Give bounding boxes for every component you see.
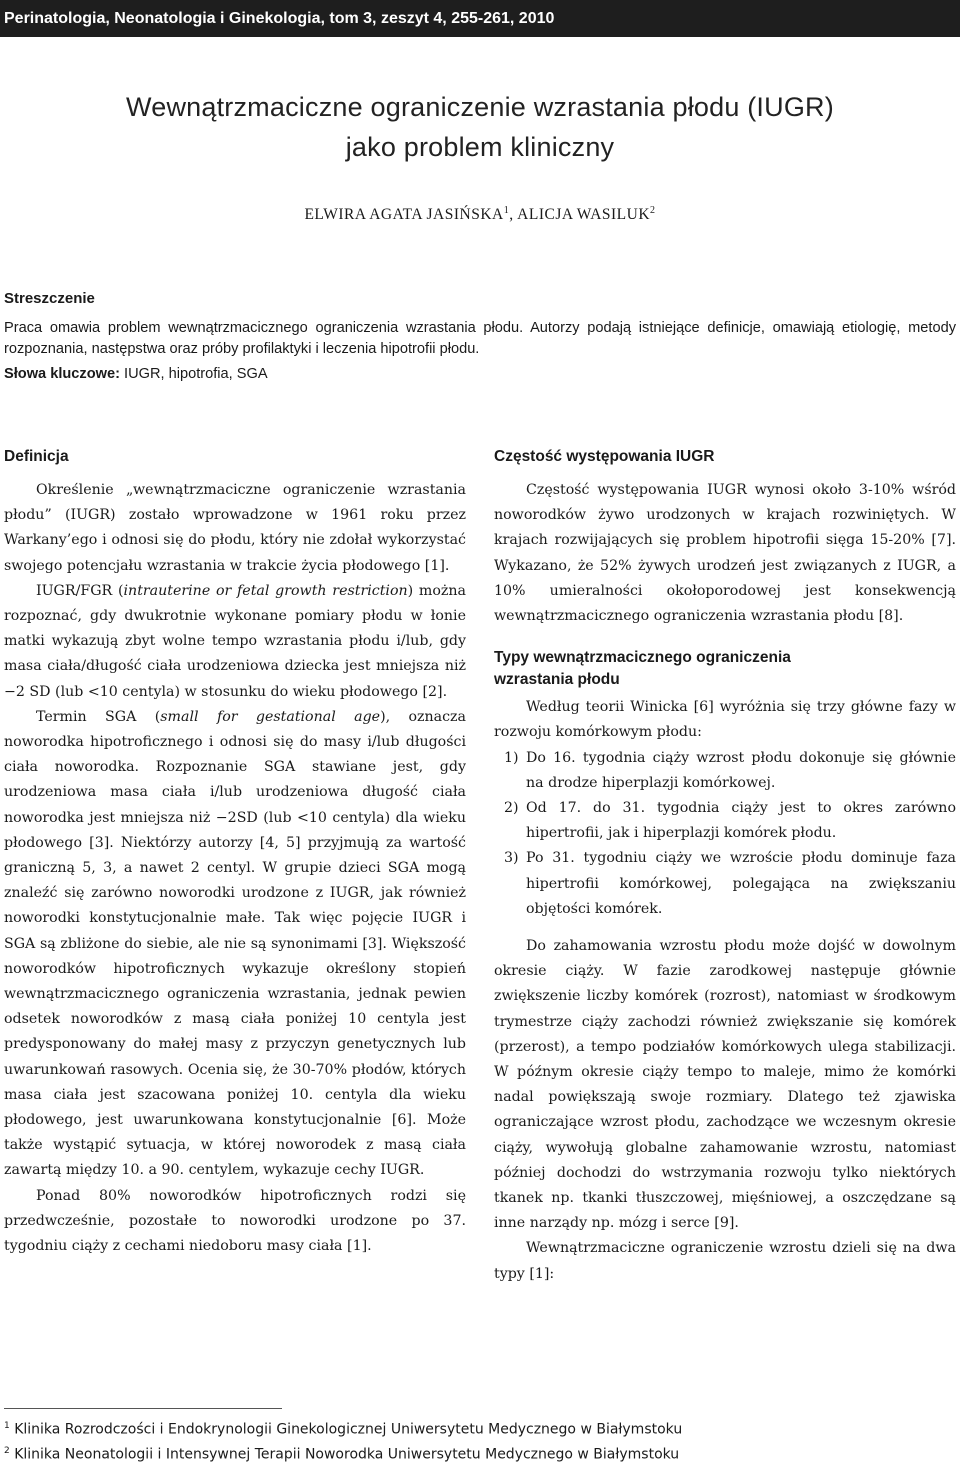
- author-2-affiliation: 2: [650, 205, 656, 216]
- author-list: [0, 205, 960, 224]
- footnote-1: [4, 1421, 682, 1438]
- footnote-marker: 2: [4, 1446, 10, 1456]
- emphasis-term: intrauterine or fetal growth restriction: [123, 582, 408, 599]
- footnote-text: Klinika Rozrodczości i Endokrynologii Ginekologicznej Uniwersytetu Medycznego w Białymstoku: [14, 1421, 683, 1438]
- footnote-divider: [4, 1408, 282, 1409]
- paragraph: [4, 579, 466, 705]
- keywords-label: Słowa kluczowe:: [4, 366, 120, 382]
- list-item: [494, 846, 956, 922]
- emphasis-term: small for gestational age: [160, 708, 381, 725]
- author-1-affiliation: 1: [503, 205, 510, 216]
- author-separator: ,: [509, 206, 518, 224]
- right-column: [494, 478, 956, 1287]
- section-heading-frequency: Częstość występowania IUGR: [494, 448, 715, 465]
- article-title-line-1: Wewnątrzmaciczne ograniczenie wzrastania płodu (IUGR): [126, 92, 834, 122]
- article-title-line-2: jako problem kliniczny: [345, 132, 615, 162]
- text-run: IUGR/FGR (: [36, 582, 124, 599]
- keywords-values: IUGR, hipotrofia, SGA: [119, 366, 268, 382]
- list-number: 1): [504, 749, 519, 766]
- text-run: Termin SGA (: [36, 708, 161, 725]
- paragraph: Określenie „wewnątrzmaciczne ograniczenie wzrastania płodu” (IUGR) zostało wprowadzone w 1961 roku przez Warkany’ego i odnosi się do płodu, który nie zdołał wykorzystać swojego potencjału wzrastania w trakcie życia płodowego [1].: [4, 482, 466, 574]
- list-text: Od 17. do 31. tygodnia ciąży jest to okres zarówno hipertrofii, jak i hiperplazji komórek płodu.: [526, 800, 956, 842]
- author-1: ELWIRA AGATA JASIŃSKA: [304, 206, 504, 224]
- keywords: [4, 366, 268, 382]
- text-run: ) można rozpoznać, gdy dwukrotnie wykonane pomiary płodu w łonie matki wykazują zbyt wolne tempo wzrastania płodu i/lub, gdy masa ciała/długość ciała urodzeniowa dziecka jest mniejsza niż −2 SD (lub <10 centyla) w stosunku do wieku płodowego [2].: [4, 582, 466, 700]
- list-number: 3): [504, 850, 519, 867]
- list-text: Po 31. tygodniu ciąży we wzroście płodu dominuje faza hipertrofii komórkowej, polegająca na zwiększaniu objętości komórek.: [526, 850, 956, 917]
- list-item: [494, 796, 956, 846]
- list-text: Do 16. tygodnia ciąży wzrost płodu dokonuje się głównie na drodze hiperplazji komórkowej.: [526, 749, 956, 791]
- footnote-2: [4, 1446, 679, 1463]
- paragraph: Częstość występowania IUGR wynosi około 3-10% wśród noworodków żywo urodzonych w krajach rozwiniętych. W krajach rozwijających się problem hipotrofii sięga 15-20% [7]. Wykazano, że 52% żywych urodzeń jest związanych z IUGR, a 10% umieralności okołoporodowej jest konsekwencją wewnątrzmacicznego ograniczenia wzrastania płodu [8].: [494, 482, 956, 625]
- section-heading-definicja: Definicja: [4, 448, 69, 465]
- section-heading-types: Typy wewnątrzmacicznego ograniczenia wzrastania płodu: [494, 649, 791, 689]
- footnote-marker: 1: [4, 1421, 10, 1431]
- list-item: [494, 746, 956, 796]
- paragraph: Do zahamowania wzrostu płodu może dojść w dowolnym okresie ciąży. W fazie zarodkowej następuje głównie zwiększenie liczby komórek (rozrost), natomiast w środkowym trymestrze ciąży zachodzi również zwiększanie się komórek (przerost), a tempo podziałów komórkowych ulega stabilizacji. W późnym okresie ciąży tempo to maleje, mimo że komórki nadal powiększają swoje rozmiary. Dlatego też zjawiska ograniczające wzrost płodu, zachodzące we wczesnym okresie ciąży, wywołują globalne zahamowanie wzrostu, natomiast później dochodzi do wstrzymania rozwoju tylko niektórych tkanek np. tkanki tłuszczowej, mięśniowej, a oszczędzane są inne narządy np. mózg i serce [9].: [494, 938, 956, 1232]
- paragraph: Według teorii Winicka [6] wyróżnia się trzy główne fazy w rozwoju komórkowym płodu:: [494, 699, 956, 741]
- paragraph: [4, 705, 466, 1184]
- list-number: 2): [504, 800, 519, 817]
- author-2: ALICJA WASILUK: [517, 206, 651, 224]
- paragraph: Wewnątrzmaciczne ograniczenie wzrostu dzieli się na dwa typy [1]:: [494, 1240, 956, 1282]
- paragraph: Ponad 80% noworodków hipotroficznych rodzi się przedwcześnie, pozostałe to noworodki urodzone po 37. tygodniu ciąży z cechami niedoboru masy ciała [1].: [4, 1187, 466, 1255]
- abstract-text: Praca omawia problem wewnątrzmacicznego ograniczenia wzrastania płodu. Autorzy podają istniejące definicje, omawiają etiologię, metody rozpoznania, następstwa oraz próby profilaktyki i leczenia hipotrofii płodu.: [4, 320, 956, 357]
- left-column: [4, 478, 466, 1259]
- journal-citation: Perinatologia, Neonatologia i Ginekologia, tom 3, zeszyt 4, 255-261, 2010: [4, 10, 555, 27]
- footnote-text: Klinika Neonatologii i Intensywnej Terapii Noworodka Uniwersytetu Medycznego w Białymstoku: [14, 1446, 680, 1463]
- journal-header-bar: [0, 0, 960, 37]
- abstract-heading: Streszczenie: [4, 290, 95, 307]
- text-run: ), oznacza noworodka hipotroficznego i odnosi się do masy i/lub długości ciała noworodka. Rozpoznanie SGA stawiane jest, gdy urodzeniowa masa ciała i/lub urodzeniowa długość ciała noworodka jest mniejsza niż −2SD (lub <10 centyla) dla wieku płodowego [3]. Niektórzy autorzy [4, 5] przyjmują za wartość graniczną 5, 3, a nawet 2 centyl. W grupie dzieci SGA mogą znaleźć się zarówno noworodki urodzone z IUGR, jak również noworodki konstytucjonalnie małe. Tak więc pojęcie IUGR i SGA są zbliżone do siebie, ale nie są synonimami [3]. Większość noworodków hipotroficznych wykazuje określony stopień wewnątrzmacicznego ograniczenia wzrastania, jednak pewien odsetek noworodków z masą ciała poniżej 10 centyla jest predysponowany do małej masy z przyczyn genetycznych lub uwarunkowań rasowych. Ocenia się, że 30-70% płodów, których masa ciała jest szacowana poniżej 10. centyla dla wieku płodowego, jest uwarunkowana konstytucjonalnie [6]. Może także wystąpić sytuacja, w której noworodek z masą ciała zawartą między 10. a 90. centylem, wykazuje cechy IUGR.: [4, 708, 466, 1179]
- phase-list: [494, 746, 956, 922]
